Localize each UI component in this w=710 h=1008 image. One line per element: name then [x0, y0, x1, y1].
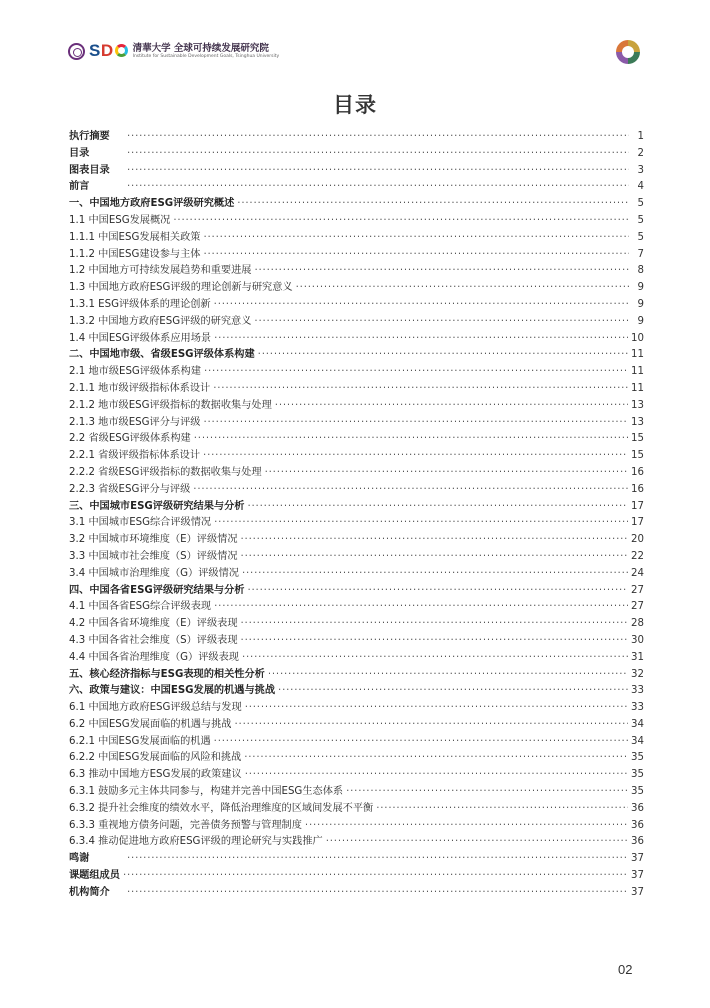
- toc-entry[interactable]: [69, 364, 644, 381]
- toc-leader-dots: [235, 717, 629, 734]
- toc-leader-dots: [244, 750, 628, 767]
- toc-entry-label: 6.3 推动中国地方ESG发展的政策建议: [69, 769, 242, 781]
- toc-entry-label: 6.2.1 中国ESG发展面临的机遇: [69, 735, 211, 747]
- toc-entry[interactable]: [69, 247, 644, 264]
- institute-logo: [68, 40, 279, 62]
- toc-entry[interactable]: [69, 818, 644, 835]
- toc-entry-page: 9: [637, 315, 644, 327]
- toc-entry-label: 2.1.3 地市级ESG评分与评级: [69, 416, 201, 428]
- toc-entry-label: 目录: [69, 147, 90, 159]
- toc-entry-page: 24: [631, 567, 644, 579]
- toc-entry-page: 17: [631, 500, 644, 512]
- toc-entry-label: 机构简介: [69, 886, 110, 898]
- toc-entry-page: 1: [637, 131, 644, 142]
- toc-leader-dots: [127, 129, 629, 146]
- toc-entry-page: 32: [631, 668, 644, 680]
- toc-entry[interactable]: [69, 381, 644, 398]
- toc-entry-page: 5: [637, 198, 644, 210]
- toc-entry-label: 课题组成员: [69, 870, 120, 882]
- toc-entry-label: 2.2.1 省级评级指标体系设计: [69, 450, 201, 462]
- toc-entry-label: 六、政策与建议：中国ESG发展的机遇与挑战: [69, 685, 276, 697]
- toc-entry[interactable]: [69, 347, 644, 364]
- toc-entry-page: 28: [631, 618, 644, 630]
- toc-entry-page: 15: [631, 450, 644, 462]
- toc-entry-label: 1.1 中国ESG发展概况: [69, 214, 171, 226]
- toc-entry[interactable]: [69, 750, 644, 767]
- toc-leader-dots: [305, 818, 628, 835]
- toc-entry[interactable]: [69, 616, 644, 633]
- toc-entry-label: 1.4 中国ESG评级体系应用场景: [69, 332, 212, 344]
- toc-entry-page: 34: [631, 718, 644, 730]
- toc-entry-page: 7: [637, 248, 644, 260]
- toc-entry[interactable]: [69, 885, 644, 902]
- toc-leader-dots: [242, 650, 628, 667]
- toc-entry-label: 3.4 中国城市治理维度（G）评级情况: [69, 567, 239, 579]
- toc-leader-dots: [247, 499, 628, 516]
- toc-entry-page: 5: [637, 214, 644, 226]
- toc-entry[interactable]: [69, 297, 644, 314]
- toc-leader-dots: [254, 263, 629, 280]
- toc-entry-page: 20: [631, 534, 644, 546]
- toc-leader-dots: [127, 163, 629, 180]
- toc-entry[interactable]: [69, 515, 644, 532]
- toc-entry[interactable]: [69, 448, 644, 465]
- toc-entry-page: 36: [631, 802, 644, 814]
- toc-entry[interactable]: [69, 263, 644, 280]
- toc-entry-label: 4.3 中国各省社会维度（S）评级表现: [69, 634, 238, 646]
- toc-entry-page: 10: [631, 332, 644, 344]
- toc-entry-label: 6.1 中国地方政府ESG评级总结与发现: [69, 702, 242, 714]
- toc-entry[interactable]: [69, 566, 644, 583]
- toc-leader-dots: [127, 146, 629, 163]
- toc-entry[interactable]: [69, 398, 644, 415]
- toc-entry-label: 执行摘要: [69, 131, 110, 142]
- toc-leader-dots: [127, 885, 628, 902]
- table-of-contents: [69, 129, 644, 902]
- toc-leader-dots: [296, 280, 629, 297]
- toc-entry-label: 6.2.2 中国ESG发展面临的风险和挑战: [69, 752, 242, 764]
- toc-entry[interactable]: [69, 784, 644, 801]
- toc-leader-dots: [127, 179, 629, 196]
- toc-leader-dots: [173, 213, 629, 230]
- toc-entry[interactable]: [69, 431, 644, 448]
- toc-entry[interactable]: [69, 734, 644, 751]
- toc-entry-page: 16: [631, 483, 644, 495]
- toc-leader-dots: [203, 415, 628, 432]
- toc-entry-page: 31: [631, 651, 644, 663]
- toc-entry-page: 4: [637, 181, 644, 193]
- toc-entry-page: 15: [631, 433, 644, 445]
- toc-leader-dots: [203, 230, 629, 247]
- toc-entry[interactable]: [69, 851, 644, 868]
- toc-leader-dots: [258, 347, 628, 364]
- toc-entry[interactable]: [69, 129, 644, 146]
- toc-entry[interactable]: [69, 667, 644, 684]
- toc-entry-page: 34: [631, 735, 644, 747]
- toc-entry[interactable]: [69, 700, 644, 717]
- toc-leader-dots: [194, 431, 628, 448]
- toc-entry-page: 37: [631, 886, 644, 898]
- toc-entry-label: 鸣谢: [69, 853, 90, 865]
- toc-entry-label: 2.1.1 地市级评级指标体系设计: [69, 382, 211, 394]
- toc-entry-label: 4.1 中国各省ESG综合评级表现: [69, 601, 212, 613]
- toc-leader-dots: [214, 734, 628, 751]
- toc-entry[interactable]: [69, 599, 644, 616]
- toc-entry-label: 五、核心经济指标与ESG表现的相关性分析: [69, 668, 265, 680]
- toc-entry[interactable]: [69, 834, 644, 851]
- toc-entry-page: 33: [631, 685, 644, 697]
- toc-entry-page: 8: [637, 265, 644, 277]
- toc-entry-label: 1.3.2 中国地方政府ESG评级的研究意义: [69, 315, 252, 327]
- toc-entry[interactable]: [69, 499, 644, 516]
- toc-leader-dots: [203, 448, 628, 465]
- toc-leader-dots: [204, 364, 628, 381]
- toc-entry[interactable]: [69, 213, 644, 230]
- toc-entry[interactable]: [69, 650, 644, 667]
- toc-entry[interactable]: [69, 767, 644, 784]
- toc-entry-page: 13: [631, 416, 644, 428]
- institute-name: [133, 43, 280, 60]
- toc-leader-dots: [214, 599, 628, 616]
- institute-name-cn: 清華大学 全球可持续发展研究院: [132, 42, 269, 54]
- toc-entry-label: 2.2.2 省级ESG评级指标的数据收集与处理: [69, 466, 262, 478]
- toc-leader-dots: [242, 566, 628, 583]
- toc-entry[interactable]: [69, 683, 644, 700]
- toc-entry-label: 6.2 中国ESG发展面临的机遇与挑战: [69, 718, 232, 730]
- toc-entry-label: 3.1 中国城市ESG综合评级情况: [69, 517, 212, 529]
- toc-entry-label: 6.3.4 推动促进地方政府ESG评级的理论研究与实践推广: [69, 836, 323, 848]
- toc-entry-page: 33: [631, 702, 644, 714]
- toc-entry-label: 6.3.3 重视地方债务问题，完善债务预警与管理制度: [69, 819, 302, 831]
- toc-entry-page: 9: [637, 298, 644, 310]
- toc-entry[interactable]: [69, 163, 644, 180]
- toc-entry-label: 四、中国各省ESG评级研究结果与分析: [69, 584, 245, 596]
- toc-entry-label: 1.1.2 中国ESG建设参与主体: [69, 248, 201, 260]
- toc-leader-dots: [268, 667, 628, 684]
- toc-entry-label: 1.2 中国地方可持续发展趋势和重要进展: [69, 265, 252, 277]
- toc-entry-label: 二、中国地市级、省级ESG评级体系构建: [69, 349, 255, 361]
- toc-entry-page: 35: [631, 752, 644, 764]
- toc-entry-label: 一、中国地方政府ESG评级研究概述: [69, 198, 235, 210]
- toc-entry[interactable]: [69, 280, 644, 297]
- toc-entry-page: 35: [631, 769, 644, 781]
- page-header: [0, 0, 710, 72]
- toc-entry-label: 三、中国城市ESG评级研究结果与分析: [69, 500, 245, 512]
- toc-leader-dots: [214, 515, 628, 532]
- toc-entry[interactable]: [69, 801, 644, 818]
- toc-entry-label: 2.2.3 省级ESG评分与评级: [69, 483, 191, 495]
- institute-name-en: Institute for Sustainable Development Goals, Tsinghua University: [132, 53, 280, 59]
- toc-entry[interactable]: [69, 549, 644, 566]
- report-badge-icon: [616, 40, 640, 64]
- toc-entry-label: 2.2 省级ESG评级体系构建: [69, 433, 191, 445]
- toc-entry-label: 2.1 地市级ESG评级体系构建: [69, 366, 201, 378]
- sdg-logo: SD: [89, 41, 128, 61]
- page-number: 02: [618, 962, 633, 977]
- toc-entry[interactable]: [69, 415, 644, 432]
- toc-leader-dots: [214, 297, 629, 314]
- toc-entry[interactable]: [69, 482, 644, 499]
- toc-leader-dots: [213, 381, 628, 398]
- toc-entry-label: 1.3.1 ESG评级体系的理论创新: [69, 298, 211, 310]
- toc-entry[interactable]: [69, 465, 644, 482]
- toc-leader-dots: [123, 868, 628, 885]
- toc-entry-label: 图表目录: [69, 164, 110, 176]
- toc-leader-dots: [265, 465, 628, 482]
- toc-entry-label: 4.2 中国各省环境维度（E）评级表现: [69, 618, 238, 630]
- toc-entry-page: 36: [631, 819, 644, 831]
- toc-entry-label: 1.3 中国地方政府ESG评级的理论创新与研究意义: [69, 282, 293, 294]
- toc-leader-dots: [241, 549, 629, 566]
- toc-entry[interactable]: [69, 179, 644, 196]
- toc-entry[interactable]: [69, 196, 644, 213]
- toc-entry-page: 3: [637, 164, 644, 176]
- toc-entry-page: 22: [631, 550, 644, 562]
- toc-entry-label: 6.3.1 鼓励多元主体共同参与，构建并完善中国ESG生态体系: [69, 786, 344, 798]
- toc-leader-dots: [346, 784, 628, 801]
- toc-entry-page: 30: [631, 634, 644, 646]
- toc-entry-label: 4.4 中国各省治理维度（G）评级表现: [69, 651, 239, 663]
- toc-entry-page: 27: [631, 601, 644, 613]
- toc-entry-page: 36: [631, 836, 644, 848]
- toc-entry-label: 3.2 中国城市环境维度（E）评级情况: [69, 534, 238, 546]
- toc-entry-page: 5: [637, 231, 644, 243]
- toc-entry[interactable]: [69, 146, 644, 163]
- toc-leader-dots: [241, 633, 629, 650]
- toc-leader-dots: [247, 583, 628, 600]
- tsinghua-seal-icon: [68, 43, 85, 60]
- toc-leader-dots: [254, 314, 629, 331]
- toc-entry-page: 16: [631, 466, 644, 478]
- toc-entry[interactable]: [69, 331, 644, 348]
- toc-entry[interactable]: [69, 314, 644, 331]
- page-title: 目录: [333, 93, 377, 117]
- toc-entry[interactable]: [69, 868, 644, 885]
- toc-leader-dots: [237, 196, 629, 213]
- toc-entry-page: 13: [631, 399, 644, 411]
- toc-leader-dots: [241, 532, 629, 549]
- toc-leader-dots: [275, 398, 628, 415]
- toc-leader-dots: [214, 331, 628, 348]
- toc-entry-label: 2.1.2 地市级ESG评级指标的数据收集与处理: [69, 399, 272, 411]
- toc-entry-page: 11: [631, 366, 644, 378]
- toc-leader-dots: [203, 247, 629, 264]
- toc-leader-dots: [193, 482, 628, 499]
- toc-entry-page: 37: [631, 853, 644, 865]
- toc-entry-page: 17: [631, 517, 644, 529]
- toc-entry-page: 27: [631, 584, 644, 596]
- toc-leader-dots: [245, 700, 628, 717]
- toc-entry-page: 2: [637, 147, 644, 159]
- toc-leader-dots: [278, 683, 628, 700]
- sdg-wheel-icon: [115, 44, 128, 57]
- toc-entry-page: 35: [631, 786, 644, 798]
- toc-entry-page: 11: [631, 349, 644, 361]
- toc-entry-label: 1.1.1 中国ESG发展相关政策: [69, 231, 201, 243]
- toc-entry[interactable]: [69, 583, 644, 600]
- toc-entry-page: 37: [631, 870, 644, 882]
- toc-entry-page: 11: [631, 382, 644, 394]
- toc-entry-page: 9: [637, 282, 644, 294]
- toc-entry[interactable]: [69, 633, 644, 650]
- toc-entry[interactable]: [69, 230, 644, 247]
- toc-leader-dots: [127, 851, 628, 868]
- toc-leader-dots: [241, 616, 629, 633]
- toc-leader-dots: [376, 801, 628, 818]
- toc-entry[interactable]: [69, 717, 644, 734]
- toc-entry[interactable]: [69, 532, 644, 549]
- toc-entry-label: 3.3 中国城市社会维度（S）评级情况: [69, 550, 238, 562]
- toc-leader-dots: [326, 834, 628, 851]
- toc-leader-dots: [245, 767, 628, 784]
- toc-entry-label: 6.3.2 提升社会维度的绩效水平，降低治理维度的区域间发展不平衡: [69, 802, 374, 814]
- toc-entry-label: 前言: [69, 181, 90, 193]
